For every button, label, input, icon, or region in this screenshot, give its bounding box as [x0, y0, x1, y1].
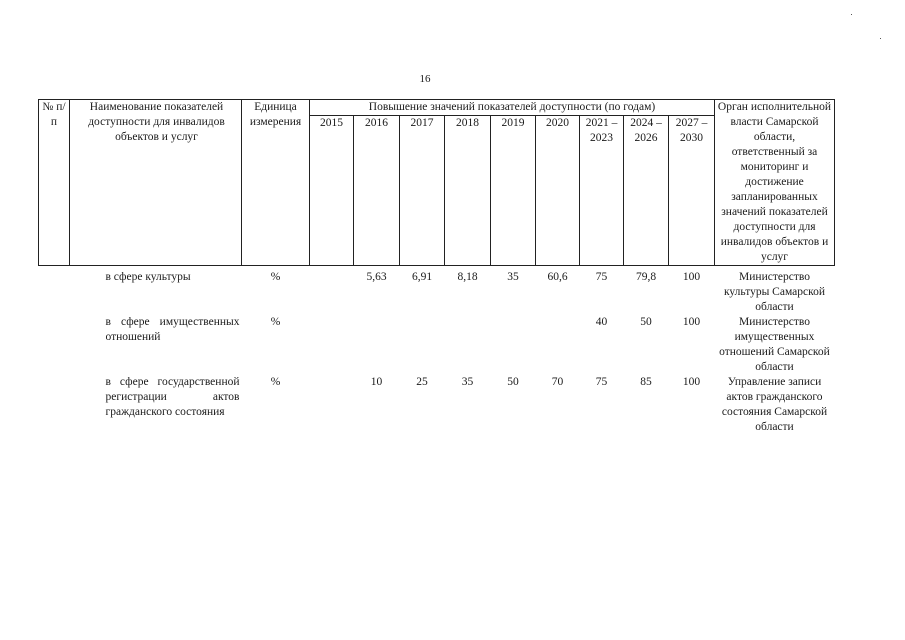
row-value: 35 — [507, 271, 519, 283]
row-value — [354, 315, 400, 375]
header-num: № п/п — [39, 100, 70, 266]
row-value — [310, 270, 354, 315]
row-value: 60,6 — [547, 271, 568, 283]
row-value: 25 — [416, 376, 428, 388]
indicators-table — [38, 99, 835, 435]
row-value: 10 — [370, 376, 383, 388]
table-header-row — [39, 100, 835, 116]
row-value: 75 — [595, 376, 608, 388]
row-value: 85 — [640, 376, 652, 388]
row-value: 6,91 — [411, 271, 433, 283]
header-years-group: Повышение значений показателей доступности (по годам) — [310, 100, 715, 116]
header-unit: Единица измерения — [242, 100, 310, 266]
header-indicator-name: Наименование показателей доступности для инвалидов объектов и услуг — [70, 100, 242, 266]
row-value: 5,63 — [366, 271, 387, 283]
row-responsible-org: Министерство культуры Самарской области — [723, 271, 826, 313]
header-year: 2021 – 2023 — [580, 116, 624, 266]
row-value — [310, 375, 354, 435]
row-num — [39, 315, 70, 375]
row-num — [39, 375, 70, 435]
row-value: 100 — [682, 376, 701, 388]
row-indicator-name: в сфере культуры — [105, 271, 191, 283]
row-value: 79,8 — [635, 271, 657, 283]
row-num — [39, 270, 70, 315]
header-year: 2017 — [400, 116, 445, 266]
row-responsible-org: Управление записи актов гражданского состояния Самарской области — [721, 376, 828, 433]
header-responsible-org: Орган исполнительной власти Самарской области, ответственный за мониторинг и достижение запланированных значений показателей доступности для инвалидов объектов и услуг — [715, 100, 835, 266]
scan-artifact — [880, 38, 881, 39]
row-value — [400, 315, 445, 375]
row-value: 50 — [640, 316, 652, 328]
row-value — [491, 315, 536, 375]
row-value: 100 — [682, 316, 701, 328]
row-unit: % — [270, 376, 281, 388]
row-value — [445, 315, 491, 375]
header-year: 2016 — [354, 116, 400, 266]
row-value: 35 — [461, 376, 474, 388]
page-number: 16 — [419, 73, 431, 85]
header-year: 2020 — [536, 116, 580, 266]
row-responsible-org: Министерство имущественных отношений Самарской области — [719, 316, 830, 373]
row-indicator-name: в сфере государственной регистрации актов гражданского состояния — [105, 376, 240, 418]
scan-artifact — [851, 14, 852, 15]
table-row — [39, 315, 835, 375]
row-value: 8,18 — [457, 271, 478, 283]
header-year: 2024 – 2026 — [624, 116, 669, 266]
row-value: 40 — [595, 316, 608, 328]
header-year: 2027 – 2030 — [669, 116, 715, 266]
header-year: 2019 — [491, 116, 536, 266]
row-value: 50 — [507, 376, 519, 388]
row-unit: % — [270, 271, 281, 283]
row-value — [536, 315, 580, 375]
row-indicator-name: в сфере имущественных отношений — [105, 316, 240, 343]
header-year: 2015 — [310, 116, 354, 266]
header-year: 2018 — [445, 116, 491, 266]
row-unit: % — [270, 316, 281, 328]
table-row — [39, 270, 835, 315]
row-value: 75 — [595, 271, 608, 283]
row-value: 70 — [551, 376, 564, 388]
table-row — [39, 375, 835, 435]
row-value: 100 — [682, 271, 701, 283]
row-value — [310, 315, 354, 375]
